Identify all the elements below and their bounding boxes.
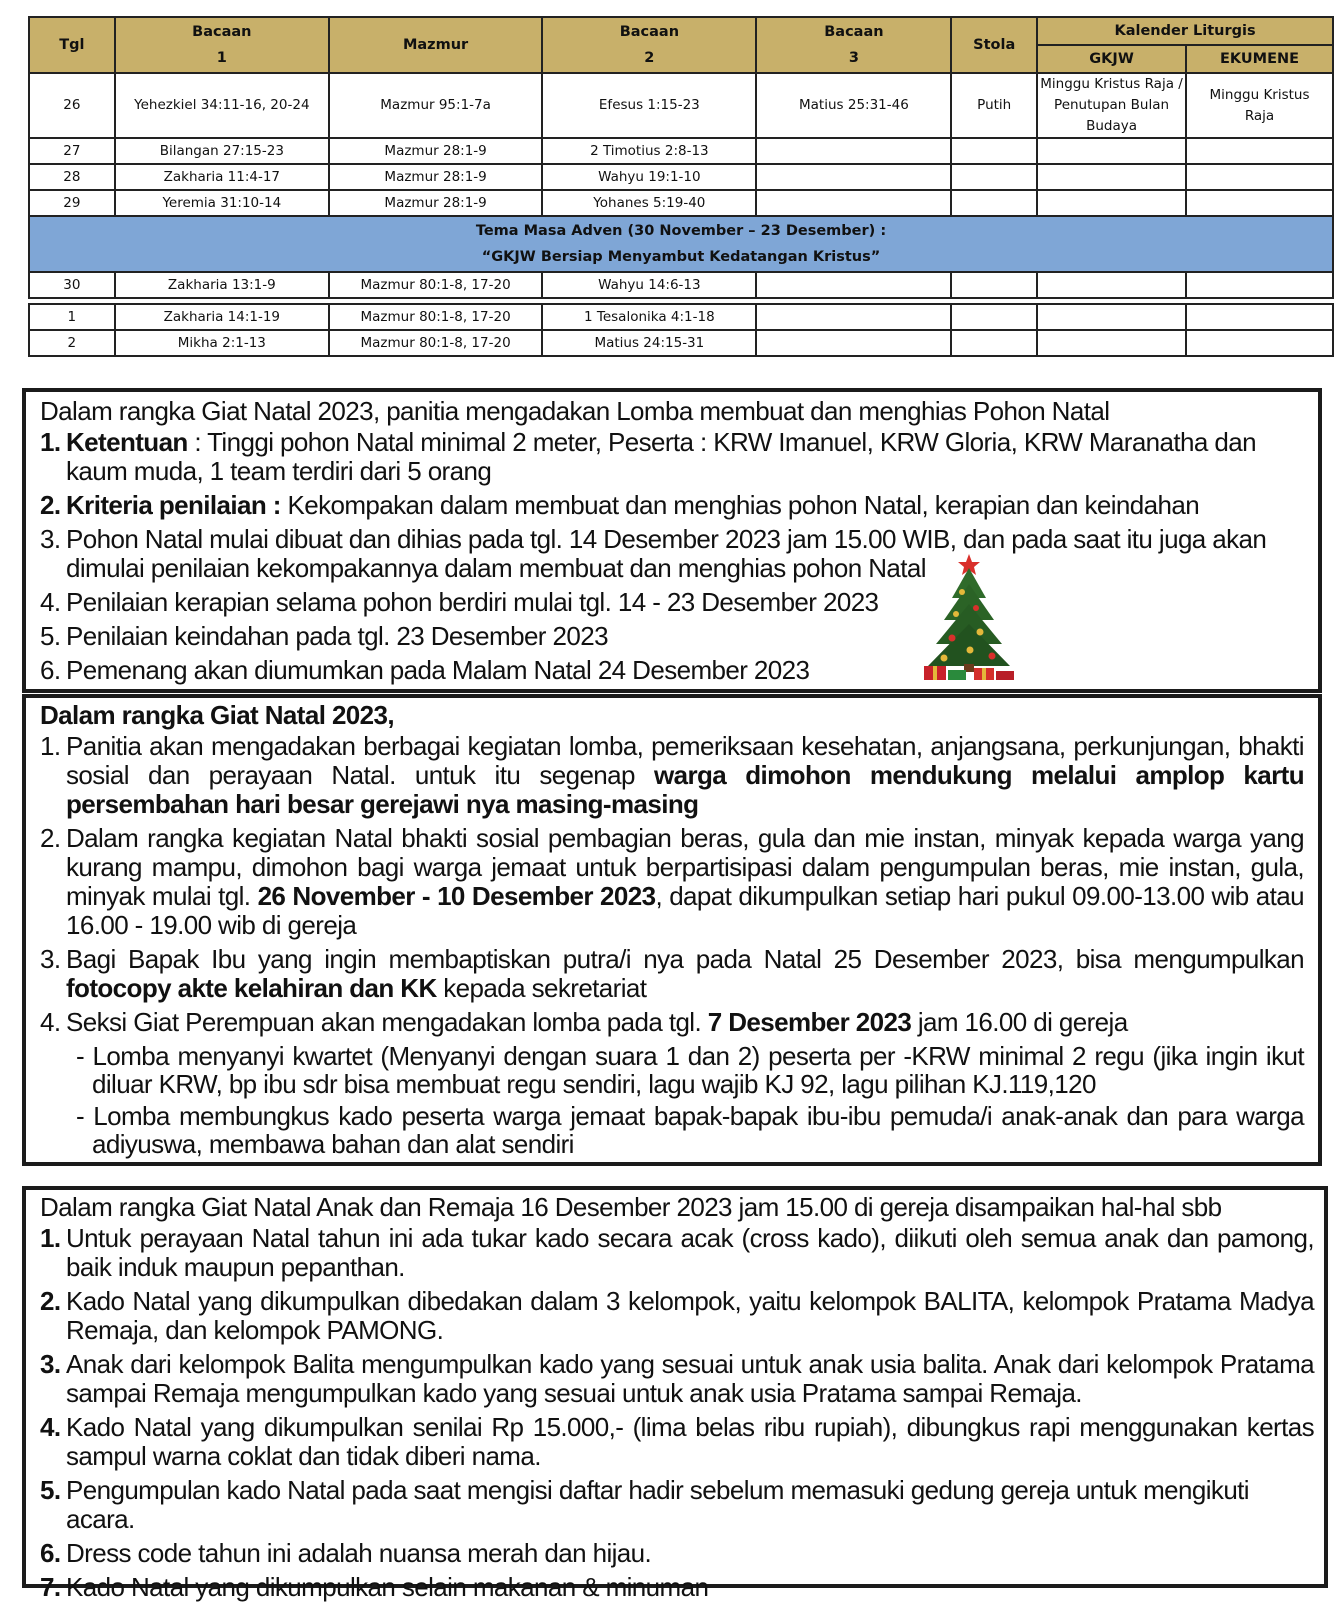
item-number: 2. [40, 1286, 61, 1316]
item-text: kepada sekretariat [436, 973, 647, 1003]
cell-bacaan2: Wahyu 19:1-10 [542, 164, 756, 190]
cell-tgl: 30 [29, 272, 115, 298]
cell-mazmur: Mazmur 80:1-8, 17-20 [329, 330, 542, 356]
item-text: Bagi Bapak Ibu yang ingin membaptiskan putra/i nya pada Natal 25 Desember 2023, bisa mengumpulkan [66, 944, 1304, 974]
item-text: Kado Natal yang dikumpulkan senilai Rp 15.000,- (lima belas ribu rupiah), dibungkus rapi menggunakan kertas sampul warna coklat dan tidak diberi nama. [66, 1412, 1314, 1471]
announcement-natal-anak [22, 1186, 1328, 1602]
col-bacaan2-header: Bacaan 2 [542, 17, 756, 73]
table-row [29, 330, 1333, 356]
cell-ekumene: Minggu Kristus Raja [1186, 73, 1333, 138]
cell-tgl: 2 [29, 330, 115, 356]
cell-bacaan2: Efesus 1:15-23 [542, 73, 756, 138]
announcement-giat-natal [22, 694, 1322, 1166]
cell-ekumene [1186, 190, 1333, 216]
item-text: Panitia akan mengadakan berbagai kegiatan lomba, pemeriksaan kesehatan, anjangsana, perkunjungan, bhakti sosial dan perayaan Natal. untuk itu segenap [66, 731, 1304, 790]
item-text: Kado Natal yang dikumpulkan selain makanan & minuman [66, 1572, 709, 1602]
cell-bacaan2: 1 Tesalonika 4:1-18 [542, 304, 756, 330]
christmas-tree-icon [914, 552, 1024, 682]
cell-gkjw [1037, 138, 1186, 164]
item-number: 6. [40, 655, 61, 685]
list-item [40, 588, 1306, 617]
cell-gkjw [1037, 190, 1186, 216]
list-item [40, 428, 1306, 486]
sub-item: - Lomba menyanyi kwartet (Menyanyi dengan suara 1 dan 2) peserta per -KRW minimal 2 regu (jika ingin ikut diluar KRW, bp ibu sdr bisa membuat regu sendiri, lagu wajib KJ 92, lagu pilihan KJ.119,120 [76, 1041, 1304, 1099]
sub-item: - Lomba membungkus kado peserta warga jemaat bapak-bapak ibu-ibu pemuda/i anak-anak dan para warga adiyuswa, membawa bahan dan alat sendiri [76, 1101, 1304, 1159]
list-item [40, 1476, 1314, 1534]
cell-stola [951, 138, 1037, 164]
item-number: 5. [40, 621, 61, 651]
cell-mazmur: Mazmur 80:1-8, 17-20 [329, 304, 542, 330]
cell-gkjw [1037, 304, 1186, 330]
cell-bacaan1: Yeremia 31:10-14 [115, 190, 329, 216]
cell-bacaan3 [756, 304, 951, 330]
cell-mazmur: Mazmur 28:1-9 [329, 138, 542, 164]
table-row [29, 304, 1333, 330]
list-item [40, 1224, 1314, 1282]
cell-stola [951, 330, 1037, 356]
cell-bacaan3 [756, 272, 951, 298]
item-text: Penilaian keindahan pada tgl. 23 Desember 2023 [66, 621, 608, 651]
cell-ekumene [1186, 304, 1333, 330]
item-text: , dapat dikumpulkan setiap hari pukul 09.00-13.00 wib atau 16.00 - 19.00 wib di gereja [66, 881, 1305, 940]
cell-bacaan2: Yohanes 5:19-40 [542, 190, 756, 216]
list-item [40, 1573, 1314, 1602]
col-tgl-header: Tgl [29, 17, 115, 73]
cell-ekumene [1186, 164, 1333, 190]
list-item [40, 1287, 1314, 1345]
item-text: Kado Natal yang dikumpulkan dibedakan dalam 3 kelompok, yaitu kelompok BALITA, kelompok Pratama Madya Remaja, dan kelompok PAMONG. [66, 1286, 1314, 1345]
col-gkjw-header: GKJW [1037, 45, 1186, 73]
item-text: Kekompakan dalam membuat dan menghias pohon Natal, kerapian dan keindahan [280, 490, 1200, 520]
cell-tgl: 26 [29, 73, 115, 138]
cell-ekumene [1186, 272, 1333, 298]
cell-bacaan3 [756, 330, 951, 356]
cell-bacaan2: Matius 24:15-31 [542, 330, 756, 356]
item-text: Pemenang akan diumumkan pada Malam Natal 24 Desember 2023 [66, 655, 810, 685]
cell-bacaan3 [756, 138, 951, 164]
cell-bacaan1: Zakharia 13:1-9 [115, 272, 329, 298]
cell-tgl: 29 [29, 190, 115, 216]
table-row [29, 190, 1333, 216]
cell-bacaan1: Zakharia 11:4-17 [115, 164, 329, 190]
cell-gkjw: Minggu Kristus Raja / Penutupan Bulan Budaya [1037, 73, 1186, 138]
list-item [40, 1413, 1314, 1471]
table-row [29, 272, 1333, 298]
liturgy-schedule-table [28, 16, 1334, 357]
cell-bacaan3 [756, 190, 951, 216]
cell-tgl: 1 [29, 304, 115, 330]
cell-ekumene [1186, 138, 1333, 164]
item-number: 6. [40, 1538, 61, 1568]
item-text: Untuk perayaan Natal tahun ini ada tukar kado secara acak (cross kado), diikuti oleh semua anak dan pamong, baik induk maupun pepanthan. [66, 1223, 1314, 1282]
cell-bacaan1: Yehezkiel 34:11-16, 20-24 [115, 73, 329, 138]
item-emphasis: warga dimohon mendukung melalui amplop kartu persembahan hari besar gerejawi nya masing-masing [66, 760, 1304, 819]
item-text: Penilaian kerapian selama pohon berdiri mulai tgl. 14 - 23 Desember 2023 [66, 587, 879, 617]
item-text: : Tinggi pohon Natal minimal 2 meter, Peserta : KRW Imanuel, KRW Gloria, KRW Maranatha dan kaum muda, 1 team terdiri dari 5 orang [66, 427, 1256, 486]
item-text: Dress code tahun ini adalah nuansa merah dan hijau. [66, 1538, 652, 1568]
item-emphasis: fotocopy akte kelahiran dan KK [66, 973, 437, 1003]
table-row [29, 164, 1333, 190]
list-item [40, 525, 1306, 583]
list-item [40, 656, 1306, 685]
cell-mazmur: Mazmur 95:1-7a [329, 73, 542, 138]
cell-bacaan2: 2 Timotius 2:8-13 [542, 138, 756, 164]
item-number: 3. [40, 944, 61, 974]
list-item [40, 1008, 1304, 1037]
item-number: 2. [40, 823, 61, 853]
col-ekumene-header: EKUMENE [1186, 45, 1333, 73]
item-number: 4. [40, 1412, 61, 1442]
cell-bacaan2: Wahyu 14:6-13 [542, 272, 756, 298]
theme-row [29, 216, 1333, 272]
announcement-intro: Dalam rangka Giat Natal 2023, panitia mengadakan Lomba membuat dan menghias Pohon Natal [40, 396, 1110, 426]
list-item [40, 732, 1304, 819]
item-number: 2. [40, 490, 61, 520]
item-number: 1. [40, 427, 61, 457]
list-item [40, 824, 1304, 940]
col-kalender-header: Kalender Liturgis [1037, 17, 1333, 45]
item-text: Pengumpulan kado Natal pada saat mengisi daftar hadir sebelum memasuki gedung gereja untuk mengikuti acara. [66, 1475, 1249, 1534]
announcement-intro: Dalam rangka Giat Natal Anak dan Remaja 16 Desember 2023 jam 15.00 di gereja disampaikan hal-hal sbb [40, 1192, 1222, 1222]
list-item [40, 1350, 1314, 1408]
list-item [40, 491, 1306, 520]
cell-stola [951, 164, 1037, 190]
list-item [40, 945, 1304, 1003]
cell-mazmur: Mazmur 28:1-9 [329, 190, 542, 216]
item-number: 4. [40, 1007, 61, 1037]
announcement-tree-contest [22, 388, 1322, 693]
announcement-intro: Dalam rangka Giat Natal 2023, [40, 700, 395, 730]
item-number: 3. [40, 524, 61, 554]
cell-gkjw [1037, 164, 1186, 190]
item-number: 1. [40, 731, 61, 761]
cell-bacaan1: Zakharia 14:1-19 [115, 304, 329, 330]
cell-mazmur: Mazmur 80:1-8, 17-20 [329, 272, 542, 298]
cell-bacaan1: Bilangan 27:15-23 [115, 138, 329, 164]
item-label: Kriteria penilaian : [66, 490, 281, 520]
theme-motto: “GKJW Bersiap Menyambut Kedatangan Kristus” [481, 249, 881, 265]
advent-theme-banner [29, 216, 1333, 272]
cell-stola [951, 304, 1037, 330]
item-text: Seksi Giat Perempuan akan mengadakan lomba pada tgl. [66, 1007, 708, 1037]
cell-stola [951, 272, 1037, 298]
item-emphasis: 26 November - 10 Desember 2023 [257, 881, 656, 911]
list-item [40, 622, 1306, 651]
item-emphasis: 7 Desember 2023 [707, 1007, 912, 1037]
item-text: Dalam rangka kegiatan Natal bhakti sosial pembagian beras, gula dan mie instan, minyak kepada warga yang kurang mampu, dimohon bagi warga jemaat untuk berpartisipasi dalam pengumpulan beras, mie instan, gula, minyak mulai tgl. [66, 823, 1304, 911]
cell-tgl: 28 [29, 164, 115, 190]
cell-bacaan3 [756, 164, 951, 190]
item-number: 7. [40, 1572, 61, 1602]
cell-stola [951, 190, 1037, 216]
col-stola-header: Stola [951, 17, 1037, 73]
cell-tgl: 27 [29, 138, 115, 164]
col-bacaan1-header: Bacaan 1 [115, 17, 329, 73]
item-text: Pohon Natal mulai dibuat dan dihias pada tgl. 14 Desember 2023 jam 15.00 WIB, dan pada saat itu juga akan dimulai penilaian kekompakannya dalam membuat dan menghias pohon Natal [66, 524, 1267, 583]
cell-gkjw [1037, 330, 1186, 356]
item-number: 3. [40, 1349, 61, 1379]
item-text: Anak dari kelompok Balita mengumpulkan kado yang sesuai untuk anak usia balita. Anak dari kelompok Pratama sampai Remaja mengumpulkan kado yang sesuai untuk anak usia Pratama sampai Remaja. [66, 1349, 1314, 1408]
item-number: 1. [40, 1223, 61, 1253]
theme-title: Tema Masa Adven (30 November – 23 Desember) : [475, 223, 887, 239]
item-label: Ketentuan [66, 427, 188, 457]
item-number: 5. [40, 1475, 61, 1505]
cell-gkjw [1037, 272, 1186, 298]
item-text: jam 16.00 di gereja [911, 1007, 1128, 1037]
col-mazmur-header: Mazmur [329, 17, 542, 73]
col-bacaan3-header: Bacaan 3 [756, 17, 951, 73]
cell-mazmur: Mazmur 28:1-9 [329, 164, 542, 190]
cell-bacaan3: Matius 25:31-46 [756, 73, 951, 138]
cell-bacaan1: Mikha 2:1-13 [115, 330, 329, 356]
cell-ekumene [1186, 330, 1333, 356]
list-item [40, 1539, 1314, 1568]
cell-stola: Putih [951, 73, 1037, 138]
table-row [29, 138, 1333, 164]
header-row [29, 17, 1333, 45]
table-row [29, 73, 1333, 138]
item-number: 4. [40, 587, 61, 617]
